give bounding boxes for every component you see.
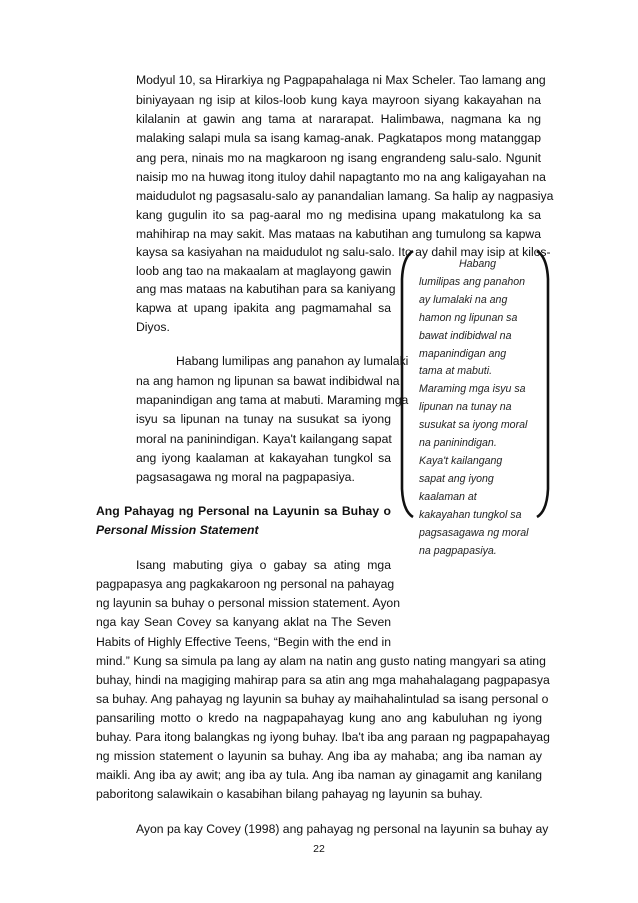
text-line: naisip mo na huwag itong ituloy dahil napagtanto mo na ang kaligayahan na bbox=[136, 170, 546, 184]
pull-quote bbox=[419, 256, 536, 560]
pull-quote-line: lumilipas ang panahon bbox=[419, 275, 526, 288]
pull-quote-line: kaalaman at bbox=[419, 490, 477, 503]
pull-quote-line: sapat ang iyong bbox=[419, 472, 494, 485]
pull-quote-line: Kaya't kailangang bbox=[419, 454, 503, 467]
text-line: Habang lumilipas ang panahon ay lumalaki bbox=[176, 354, 409, 368]
text-line: pagsasagawa ng moral na pagpapasiya. bbox=[136, 470, 355, 484]
text-line: kilalanin at gawin ang tama at nararapat. Halimbawa, nagmana ka ng bbox=[136, 112, 541, 126]
text-line: ng layunin sa buhay o personal mission statement. Ayon bbox=[96, 596, 400, 610]
text-line: Ayon pa kay Covey (1998) ang pahayag ng personal na layunin sa buhay ay bbox=[136, 822, 549, 836]
text-line: ang pera, ninais mo na magkaroon ng isang engrandeng salu-salo. Ngunit bbox=[136, 151, 541, 165]
text-line: sa buhay. Ang pahayag ng layunin sa buhay ay maihahalintulad sa isang personal o bbox=[96, 692, 549, 706]
text-line: malaking salapi mula sa isang kamag-anak. Pagkatapos mong matanggap bbox=[136, 131, 541, 145]
text-line: biniyayaan ng isip at kilos-loob kung kaya mayroon siyang kakayahan na bbox=[136, 93, 541, 107]
pull-quote-line: ay lumalaki na ang bbox=[419, 293, 508, 306]
text-line: kang gugulin ito sa pag-aaral mo ng medisina upang makatulong ka sa bbox=[136, 208, 541, 222]
text-line: loob ang tao na makaalam at maglayong gawin bbox=[136, 264, 392, 278]
left-bracket bbox=[399, 249, 417, 519]
pull-quote-line: kakayahan tungkol sa bbox=[419, 508, 522, 521]
text-line: pansariling motto o kredo na nagpapahayag kung ano ang kabuluhan ng iyong bbox=[96, 711, 542, 725]
text-line: Habits of Highly Effective Teens, “Begin with the end in bbox=[96, 635, 391, 649]
pull-quote-line: bawat indibidwal na bbox=[419, 329, 512, 342]
pull-quote-line: na paninindigan. bbox=[419, 437, 497, 450]
text-line: moral na paninindigan. Kaya't kailangang sapat bbox=[136, 432, 392, 446]
heading-line-2: Personal Mission Statement bbox=[96, 523, 259, 537]
text-span: ang mas mataas na kabutihan para sa kaniyang bbox=[136, 282, 396, 296]
pull-quote-line: susukat sa iyong moral bbox=[419, 419, 528, 432]
text-line: ng mission statement o layunin sa buhay. Ang iba ay mahaba; ang iba naman ay bbox=[96, 749, 542, 763]
text-line: maidudulot ng pagsasalu-salo ay panandalian lamang. Sa halip ay nagpasiya bbox=[136, 189, 554, 203]
text-line: paboritong salawikain o kasabihan bilang pahayag ng layunin sa buhay. bbox=[96, 787, 483, 801]
text-line: maikli. Ang iba ay awit; ang iba ay tula. Ang iba naman ay ginagamit ang kanilang bbox=[96, 768, 542, 782]
text-line: Isang mabuting giya o gabay sa ating mga bbox=[136, 558, 391, 572]
pull-quote-line: tama at mabuti. bbox=[419, 365, 493, 378]
text-line: mahihirap na may sakit. Mas mataas na kabutihan ang tumulong sa kapwa bbox=[136, 227, 541, 241]
pull-quote-line: lipunan na tunay na bbox=[419, 401, 512, 414]
text-line: kapwa at upang ipakita ang pagmamahal sa bbox=[136, 301, 391, 315]
pull-quote-line: hamon ng lipunan sa bbox=[419, 311, 518, 324]
text-line: buhay. Para itong balangkas ng iyong buhay. Iba't iba ang paraan ng pagpapahayag bbox=[96, 730, 550, 744]
text-line: pagpapasya ang pagkakaroon ng personal na pahayag bbox=[96, 577, 395, 591]
text-line: Diyos. bbox=[136, 320, 170, 334]
text-line: kaysa sa kasiyahan na maidudulot ng salu-salo. Ito ay dahil may isip at kilos- bbox=[136, 245, 551, 259]
text-line: isyu sa lipunan na tunay na susukat sa iyong bbox=[136, 412, 391, 426]
pull-quote-line: Habang bbox=[458, 258, 497, 270]
page-number: 22 bbox=[313, 843, 325, 855]
text-line: buhay, hindi na magiging mahirap para sa atin ang mga mahahalagang pagpapasya bbox=[96, 673, 550, 687]
pull-quote-line: Maraming mga isyu sa bbox=[419, 383, 526, 396]
text-line: na ang hamon ng lipunan sa bawat indibidwal na bbox=[136, 374, 400, 388]
text-line: nga kay Sean Covey sa kanyang aklat na The Seven bbox=[96, 615, 391, 629]
pull-quote-line: pagsasagawa ng moral bbox=[419, 526, 529, 539]
text-line: mapanindigan ang tama at mabuti. Maraming mga bbox=[136, 393, 409, 407]
pull-quote-line: mapanindigan ang bbox=[419, 347, 507, 360]
text-line: mind.” Kung sa simula pa lang ay alam na natin ang gusto nating mangyari sa ating bbox=[96, 654, 546, 668]
text-line: Modyul 10, sa Hirarkiya ng Pagpapahalaga ni Max Scheler. Tao lamang ang bbox=[136, 73, 546, 87]
text-line bbox=[136, 281, 396, 297]
text-line: ang iyong kaalaman at kakayahan tungkol sa bbox=[136, 451, 391, 465]
pull-quote-line: na pagpapasiya. bbox=[419, 544, 497, 557]
heading-line-1: Ang Pahayag ng Personal na Layunin sa Buhay o bbox=[96, 504, 391, 518]
